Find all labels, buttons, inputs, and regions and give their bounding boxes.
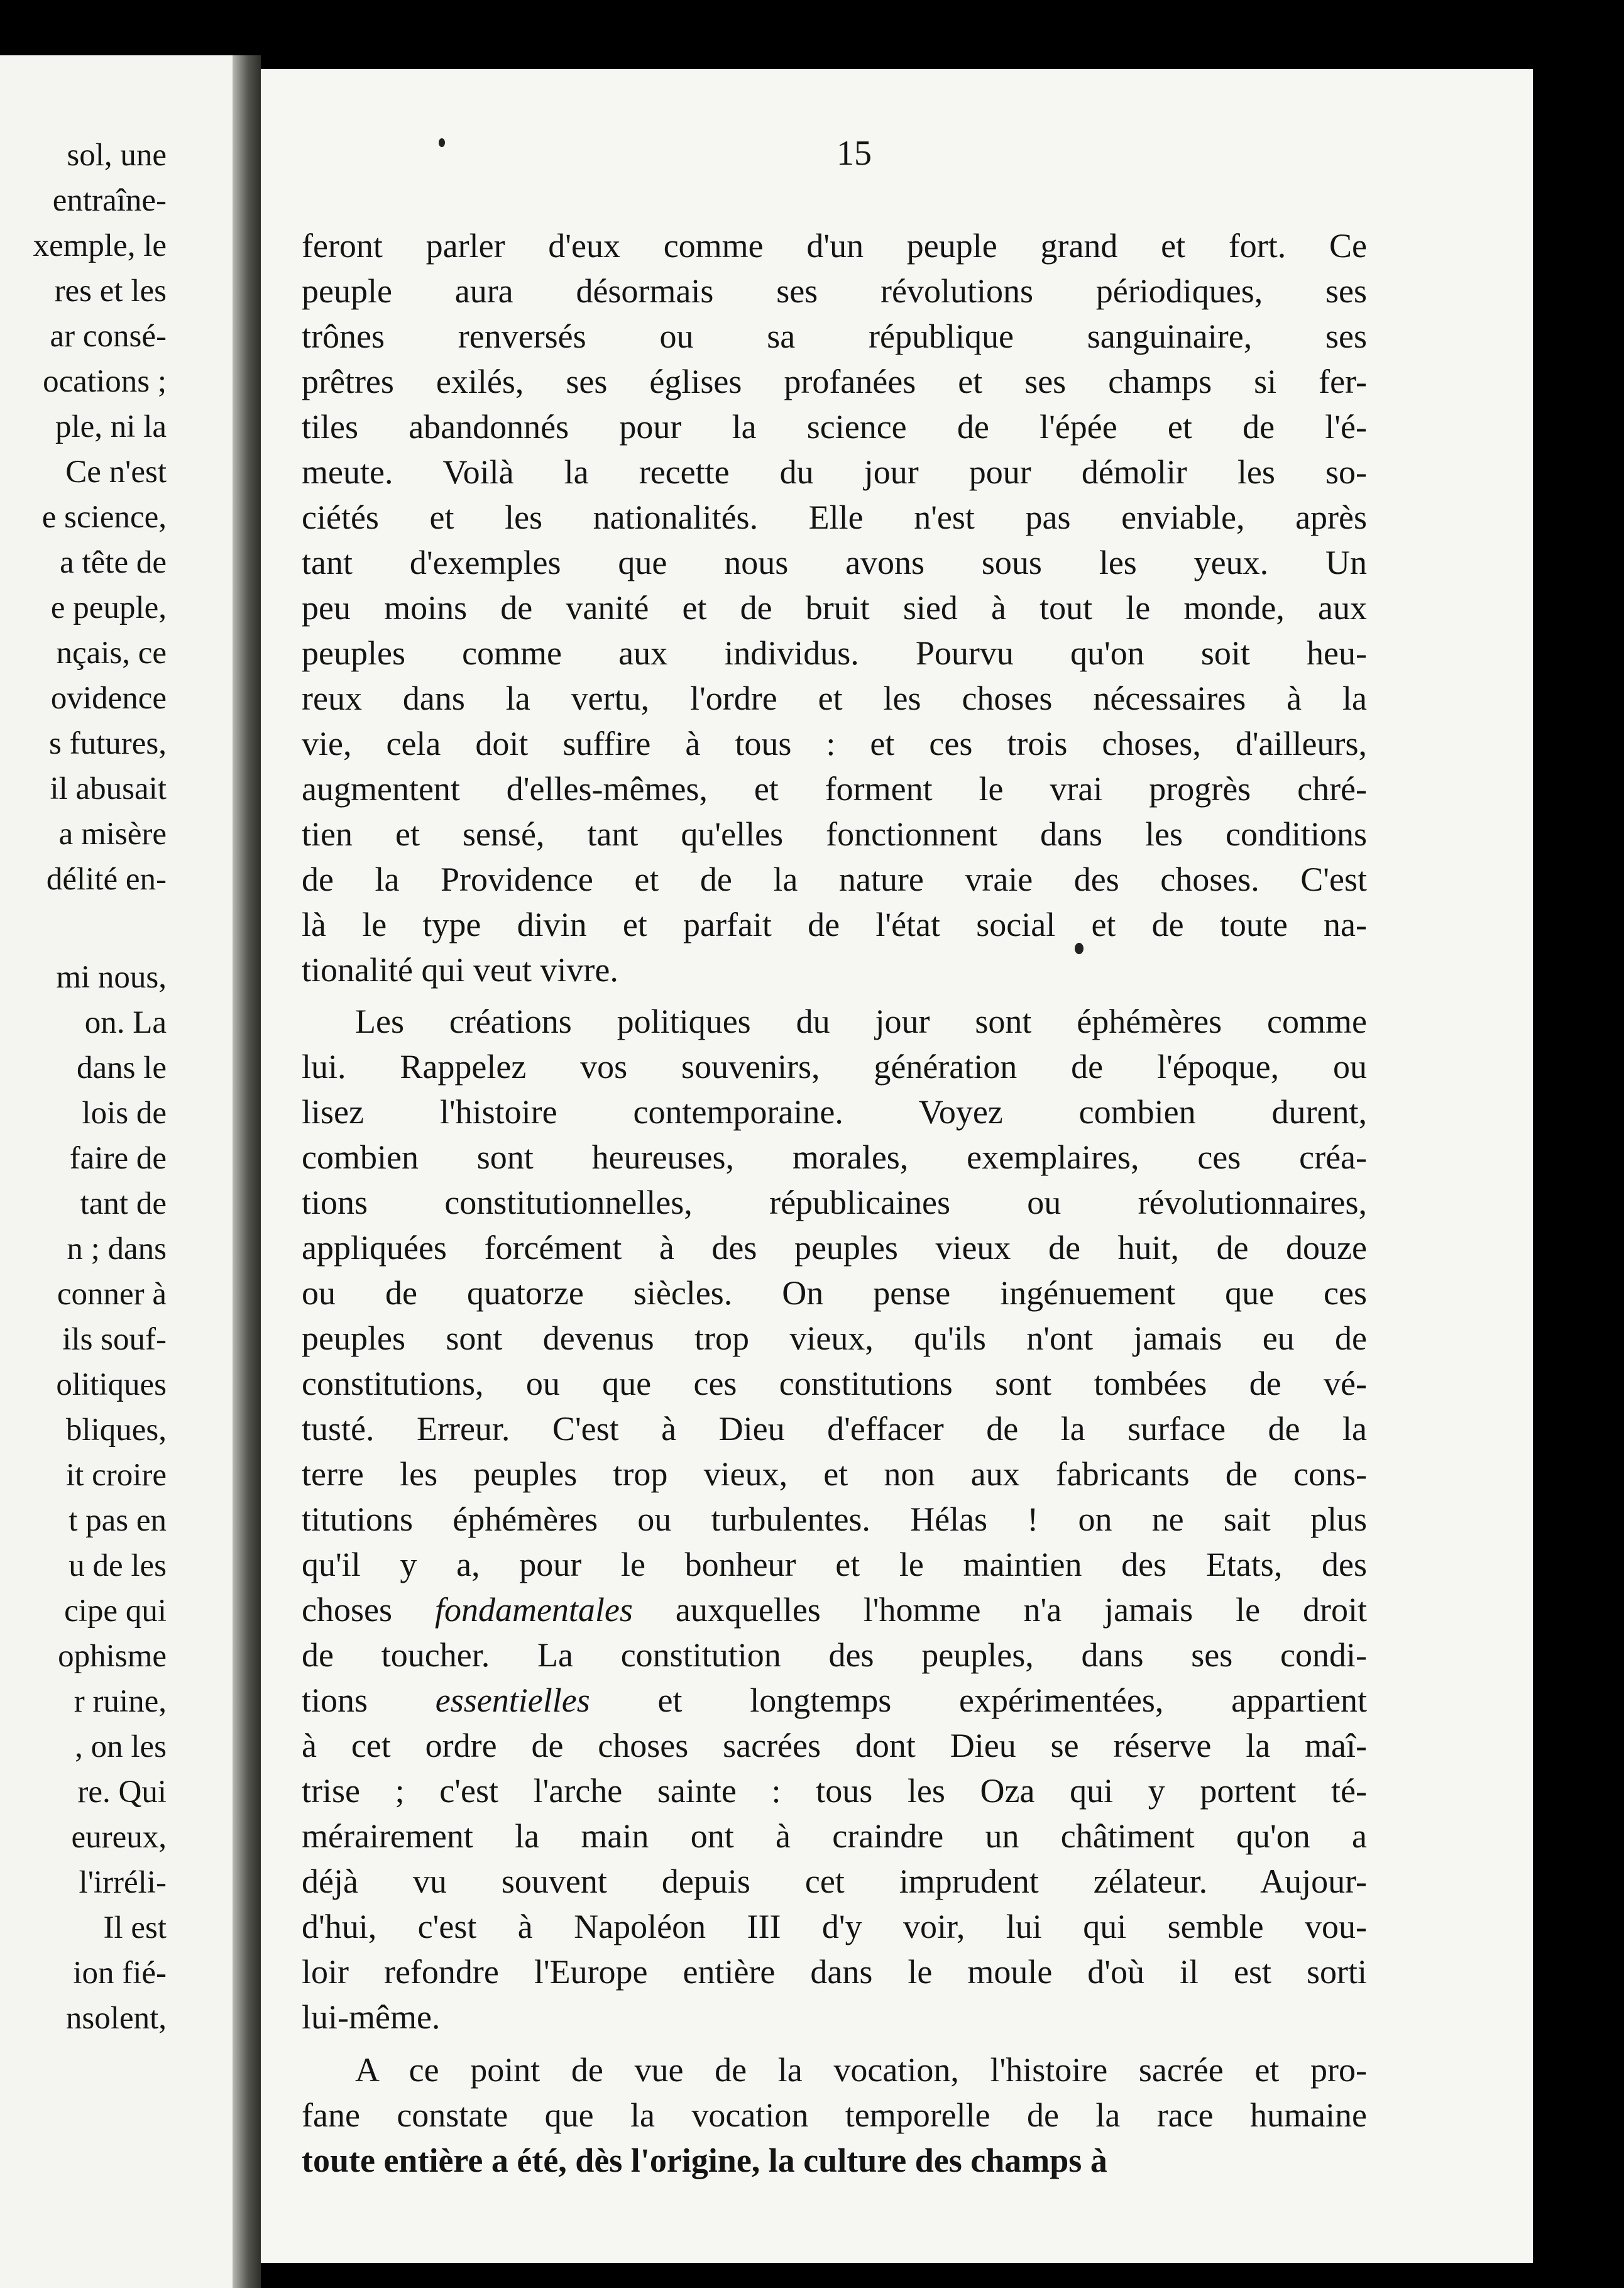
left-page-line: conner à — [57, 1277, 167, 1312]
text-line: à cet ordre de choses sacrées dont Dieu se réserve la maî- — [302, 1727, 1367, 1764]
text-line: tant d'exemples que nous avons sous les yeux. Un — [302, 544, 1367, 581]
left-page-line: res et les — [54, 273, 167, 309]
text-line: vie, cela doit suffire à tous : et ces trois choses, d'ailleurs, — [302, 725, 1367, 762]
left-page-line: ovidence — [50, 681, 167, 716]
text-line: prêtres exilés, ses églises profanées et ses champs si fer- — [302, 363, 1367, 400]
left-page-line: lois de — [82, 1096, 167, 1131]
text-line: tions constitutionnelles, républicaines ou révolutionnaires, — [302, 1184, 1367, 1221]
text-line: déjà vu souvent depuis cet imprudent zélateur. Aujour- — [302, 1862, 1367, 1900]
text-line: lui-même. — [302, 1998, 441, 2036]
left-page-line: Ce n'est — [65, 454, 167, 490]
text-line: tionalité qui veut vivre. — [302, 951, 618, 989]
text-line: fane constate que la vocation temporelle de la race humaine — [302, 2096, 1367, 2134]
left-page-line: re. Qui — [77, 1774, 167, 1810]
text-line: feront parler d'eux comme d'un peuple grand et fort. Ce — [302, 227, 1367, 265]
text-line: trônes renversés ou sa république sanguinaire, ses — [302, 317, 1367, 355]
text-line: ciétés et les nationalités. Elle n'est pas enviable, après — [302, 498, 1367, 536]
left-page-line: it croire — [66, 1458, 167, 1493]
text-line: peuples sont devenus trop vieux, qu'ils n'ont jamais eu de — [302, 1319, 1367, 1357]
text-line: lisez l'histoire contemporaine. Voyez combien durent, — [302, 1093, 1367, 1131]
left-page-line: faire de — [69, 1141, 167, 1176]
left-page-line: e peuple, — [50, 590, 167, 625]
left-page-line: t pas en — [69, 1503, 167, 1538]
text-line: ou de quatorze siècles. On pense ingénuement que ces — [302, 1274, 1367, 1312]
left-page-line: s futures, — [49, 726, 167, 761]
text-line: choses fondamentales auxquelles l'homme n'a jamais le droit — [302, 1591, 1368, 1629]
left-page-line: eureux, — [71, 1820, 167, 1855]
text-line: peuple aura désormais ses révolutions périodiques, ses — [302, 272, 1367, 310]
left-page-line: nçais, ce — [56, 635, 167, 671]
text-line: toute entière a été, dès l'origine, la culture des champs à — [302, 2142, 1107, 2179]
text-line: tiles abandonnés pour la science de l'épée et de l'é- — [302, 408, 1367, 446]
right-page — [261, 69, 1533, 2263]
left-page-line: a tête de — [60, 545, 167, 580]
page-number: 15 — [837, 134, 872, 173]
text-line: reux dans la vertu, l'ordre et les choses nécessaires à la — [302, 679, 1367, 717]
text-line: de la Providence et de la nature vraie des choses. C'est — [302, 861, 1367, 898]
text-line: d'hui, c'est à Napoléon III d'y voir, lui qui semble vou- — [302, 1908, 1367, 1945]
left-page-line: mi nous, — [56, 960, 167, 995]
text-line: appliquées forcément à des peuples vieux de huit, de douze — [302, 1229, 1367, 1267]
text-line: Les créations politiques du jour sont éphémères comme — [355, 1003, 1367, 1040]
text-line: augmentent d'elles-mêmes, et forment le vrai progrès chré- — [302, 770, 1367, 808]
left-page-line: cipe qui — [64, 1593, 167, 1629]
left-page-line: r ruine, — [74, 1684, 167, 1719]
left-page-line: délité en- — [46, 862, 167, 897]
left-page-line: , on les — [75, 1729, 167, 1764]
left-page-line: l'irréli- — [79, 1865, 167, 1900]
text-line: terre les peuples trop vieux, et non aux fabricants de cons- — [302, 1455, 1367, 1493]
text-line: qu'il y a, pour le bonheur et le maintien des Etats, des — [302, 1546, 1367, 1583]
text-line: là le type divin et parfait de l'état social et de toute na- — [302, 906, 1367, 943]
text-line: tien et sensé, tant qu'elles fonctionnent dans les conditions — [302, 815, 1367, 853]
left-page-line: ion fié- — [73, 1955, 167, 1991]
text-line: de toucher. La constitution des peuples, dans ses condi- — [302, 1636, 1367, 1674]
left-page-line: bliques, — [65, 1412, 167, 1448]
left-page-line: ophisme — [58, 1639, 167, 1674]
left-page-line: n ; dans — [67, 1231, 167, 1267]
text-line: loir refondre l'Europe entière dans le moule d'où il est sorti — [302, 1953, 1367, 1991]
text-line: lui. Rappelez vos souvenirs, génération de l'époque, ou — [302, 1048, 1367, 1086]
left-page-line: on. La — [84, 1005, 167, 1040]
text-line: peu moins de vanité et de bruit sied à tout le monde, aux — [302, 589, 1367, 627]
text-line: A ce point de vue de la vocation, l'histoire sacrée et pro- — [355, 2051, 1367, 2089]
left-page-line: ils souf- — [62, 1322, 167, 1357]
text-line: trise ; c'est l'arche sainte : tous les Oza qui y portent té- — [302, 1772, 1367, 1810]
left-page-line: a misère — [58, 817, 167, 852]
left-page-line: entraîne- — [52, 183, 167, 218]
left-page-line: ple, ni la — [55, 409, 167, 444]
left-page-line: ocations ; — [43, 364, 167, 399]
text-line: titutions éphémères ou turbulentes. Hélas ! on ne sait plus — [302, 1500, 1367, 1538]
left-page-line: sol, une — [67, 138, 167, 173]
text-line: mérairement la main ont à craindre un châtiment qu'on a — [302, 1817, 1367, 1855]
left-page-fragment — [0, 55, 233, 2288]
text-line: peuples comme aux individus. Pourvu qu'on soit heu- — [302, 634, 1367, 672]
text-line: combien sont heureuses, morales, exemplaires, ces créa- — [302, 1138, 1367, 1176]
left-page-line: u de les — [69, 1548, 167, 1583]
left-page-line: dans le — [76, 1050, 167, 1086]
text-line: tusté. Erreur. C'est à Dieu d'effacer de la surface de la — [302, 1410, 1367, 1448]
left-page-line: e science, — [41, 500, 167, 535]
left-page-line: tant de — [80, 1186, 167, 1221]
left-page-line: olitiques — [56, 1367, 167, 1402]
text-line: meute. Voilà la recette du jour pour démolir les so- — [302, 453, 1367, 491]
print-speck — [439, 138, 445, 147]
book-gutter — [233, 55, 261, 2288]
left-page-line: nsolent, — [65, 2001, 167, 2036]
left-page-line: Il est — [103, 1910, 167, 1945]
text-line: constitutions, ou que ces constitutions sont tombées de vé- — [302, 1365, 1367, 1402]
left-page-line: il abusait — [50, 771, 167, 806]
left-page-line: xemple, le — [33, 228, 167, 263]
left-page-line: ar consé- — [50, 319, 167, 354]
text-line: tions essentielles et longtemps expérimentées, appartient — [302, 1681, 1367, 1719]
